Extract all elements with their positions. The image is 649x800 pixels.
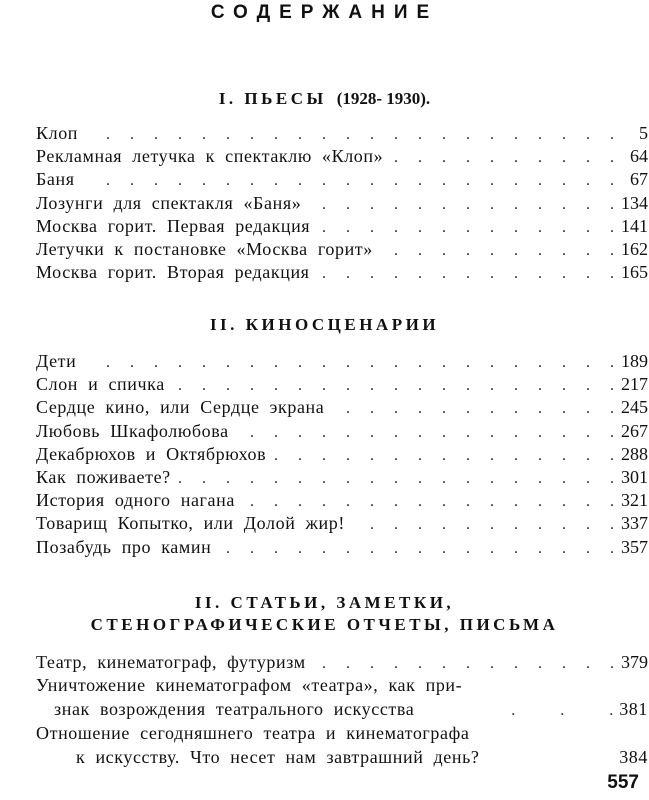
toc-entry[interactable] [36,350,648,373]
entry-page: 337 [621,513,648,534]
entry-title: Баня [36,169,75,190]
toc-entry-multiline[interactable] [36,674,648,722]
entry-page: 217 [621,374,648,395]
toc-entry[interactable] [36,192,648,215]
section-heading-articles-line2: СТЕНОГРАФИЧЕСКИЕ ОТЧЕТЫ, ПИСЬМА [90,615,559,634]
entry-page: 141 [621,215,648,236]
entry-page: 245 [621,397,648,418]
page-title: СОДЕРЖАНИЕ [210,2,439,23]
toc-entry[interactable] [36,122,648,145]
toc-entry[interactable] [36,215,648,238]
entry-title-line2-row [36,698,648,723]
entry-title: Сердце кино, или Сердце экрана [36,397,325,418]
entry-page: 134 [621,192,648,213]
entry-title: Москва горит. Вторая редакция [36,262,310,283]
entry-title: Позабудь про камин [36,536,212,557]
entry-title-line2: к искусству. Что несет нам завтрашний день? [76,746,480,767]
leader-dots [217,537,614,560]
leader-dots [379,239,614,262]
entry-title: Дети [36,351,77,371]
leader-dots [307,193,614,216]
toc-entry[interactable] [36,373,648,396]
entry-page: 288 [621,443,648,464]
section-heading-screenplays: II. КИНОСЦЕНАРИИ [209,315,440,334]
toc-entry-multiline[interactable] [36,722,648,770]
leader-dots [84,123,614,146]
toc-entry[interactable] [36,443,648,466]
entry-page: 321 [621,490,648,511]
entry-page: 67 [630,169,648,190]
leader-dots [312,652,614,675]
entry-page: 64 [630,146,648,167]
entry-title: Москва горит. Первая редакция [36,215,311,236]
entry-page: 381 [619,698,648,719]
entry-title-line1: Отношение сегодняшнего театра и кинематографа [36,723,470,744]
leader-dots [82,351,614,374]
entry-title: История одного нагана [36,490,235,511]
leader-dots [235,421,614,444]
section-heading-plays [0,88,649,110]
leader-dots [351,513,614,536]
toc-entry[interactable] [36,420,648,443]
entry-page: 267 [621,420,648,441]
toc-list-plays [36,122,648,284]
leader-dots [389,146,614,169]
entry-title: Рекламная летучка к спектаклю «Клоп» [36,146,384,167]
toc-entry[interactable] [36,238,648,261]
entry-title: Лозунги для спектакля «Баня» [36,192,302,213]
page-number: 557 [607,772,639,793]
leader-dots [316,262,614,285]
toc-entry[interactable] [36,168,648,191]
entry-title: Любовь Шкафолюбова [36,420,229,441]
entry-title: Как поживаете? [36,466,171,487]
leader-dots [81,169,614,192]
entry-title: Декабрюхов и Октябрюхов [36,443,267,464]
toc-list-screenplays [36,350,648,559]
entry-title: Театр, кинематограф, футуризм [36,652,306,672]
toc-entry[interactable] [36,651,648,674]
section-heading-articles-line1: II. СТАТЬИ, ЗАМЕТКИ, [194,593,455,612]
entry-title: Слон и спичка [36,374,165,395]
toc-entry[interactable] [36,396,648,419]
leader-dots [272,444,614,467]
entry-page: 189 [621,351,648,371]
leader-dots [330,397,614,420]
leader-dots [420,699,613,723]
section-heading-text: I. ПЬЕСЫ [218,89,327,108]
entry-title: Летучки к постановке «Москва горит» [36,238,373,259]
leader-dots [171,374,614,397]
entry-page: 5 [639,123,648,143]
entry-page: 357 [621,536,648,557]
leader-dots [177,467,614,490]
entry-title-line2-row [36,746,648,771]
entry-title: Товарищ Копытко, или Долой жир! [36,513,345,534]
entry-page: 301 [621,466,648,487]
entry-title-line2: знак возрождения театрального искусства [54,698,415,719]
toc-entry[interactable] [36,512,648,535]
entry-page: 162 [621,238,648,259]
entry-page: 165 [621,262,648,283]
toc-entry[interactable] [36,466,648,489]
toc-entry[interactable] [36,145,648,168]
leader-dots [316,216,614,239]
toc-entry[interactable] [36,489,648,512]
entry-page: 384 [619,746,648,767]
toc-entry[interactable] [36,536,648,559]
entry-title-line1: Уничтожение кинематографом «театра», как при- [36,675,463,696]
leader-dots [241,490,614,513]
toc-entry[interactable] [36,261,648,284]
section-years: (1928- 1930). [336,89,431,108]
toc-list-articles [36,651,648,770]
entry-page: 379 [621,652,648,672]
entry-title: Клоп [36,123,79,143]
